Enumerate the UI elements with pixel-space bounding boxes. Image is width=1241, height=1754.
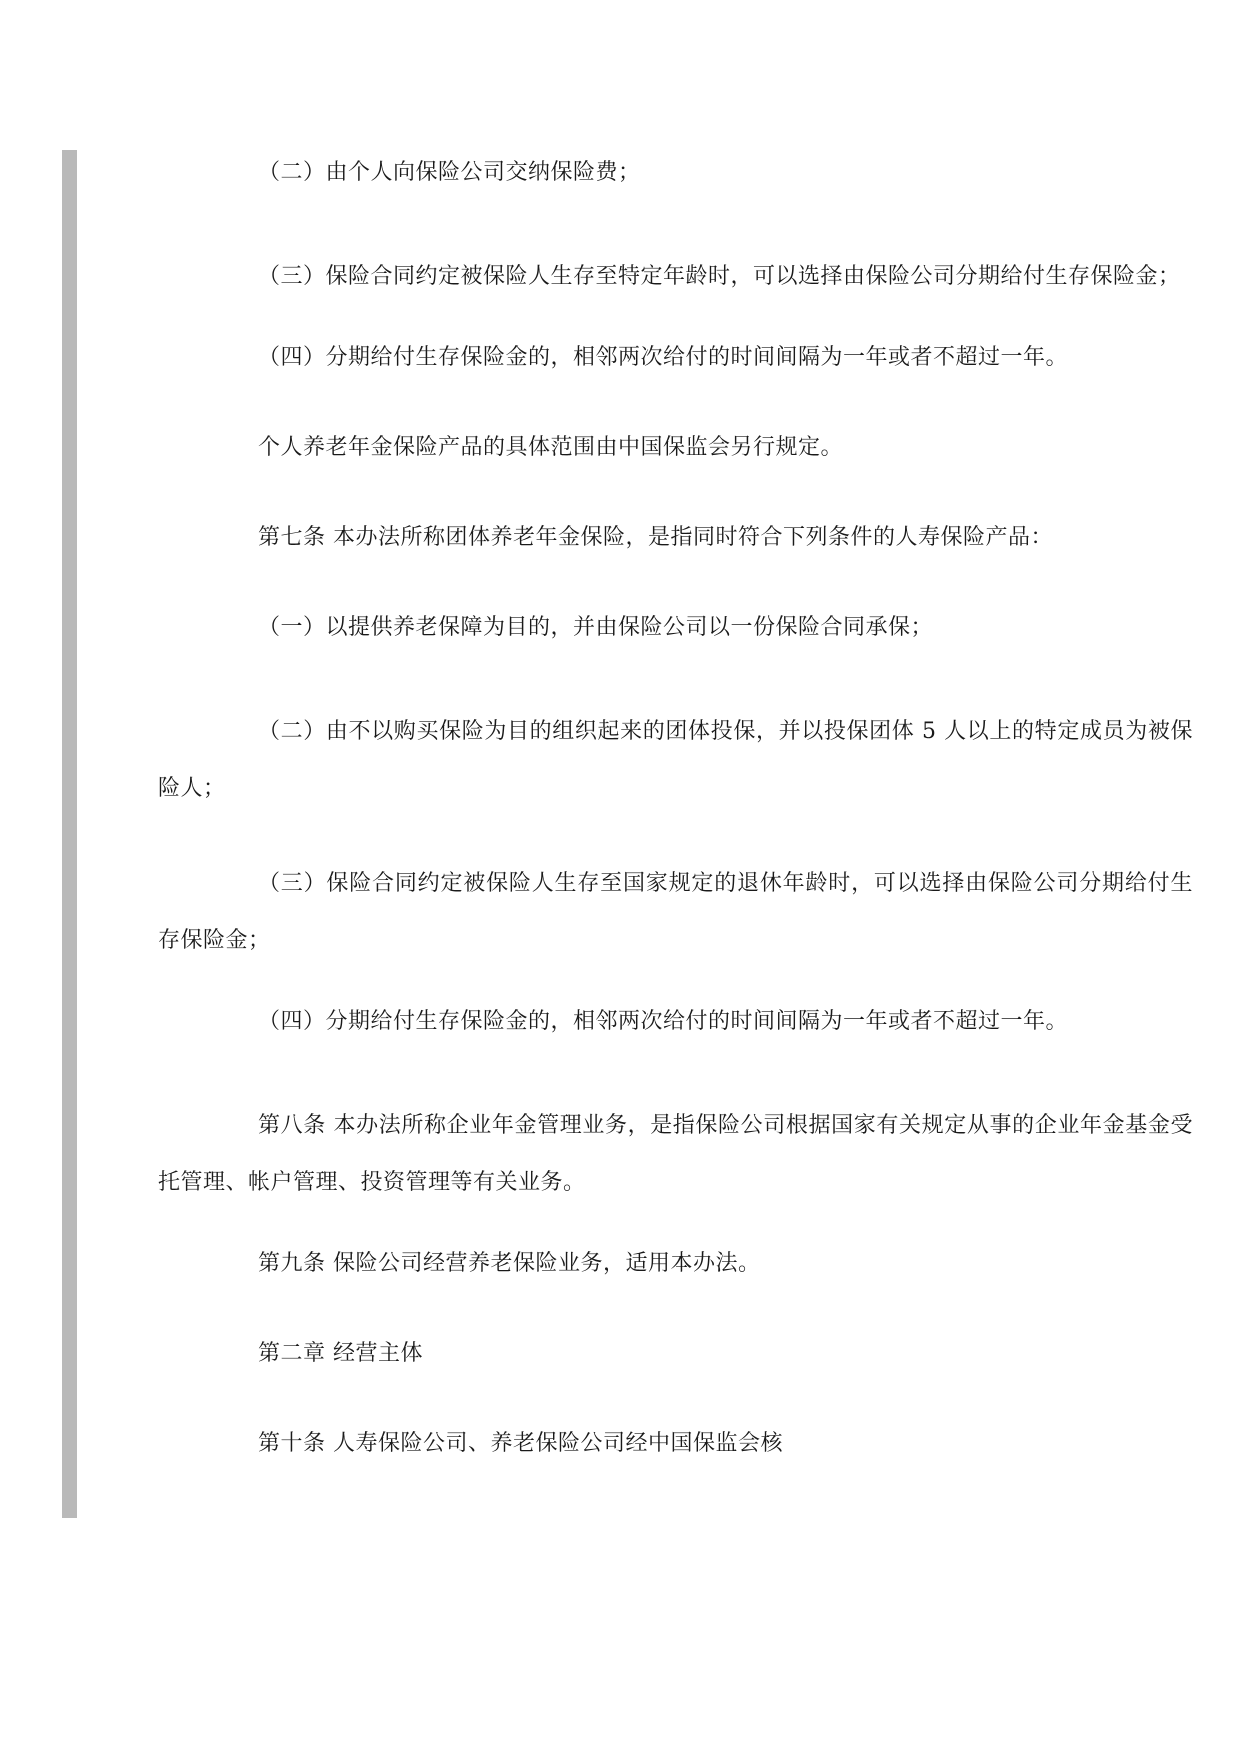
paragraph-item-3b: （三）保险合同约定被保险人生存至国家规定的退休年龄时，可以选择由保险公司分期给付生存保险金；	[158, 871, 1193, 953]
paragraph-item-4b: （四）分期给付生存保险金的，相邻两次给付的时间间隔为一年或者不超过一年。	[258, 1009, 1069, 1034]
chapter-heading: 第二章 经营主体	[258, 1341, 423, 1366]
paragraph-item-1: （一）以提供养老保障为目的，并由保险公司以一份保险合同承保；	[258, 615, 934, 640]
article-10: 第十条 人寿保险公司、养老保险公司经中国保监会核	[258, 1431, 783, 1456]
paragraph-item-2: （二）由个人向保险公司交纳保险费；	[258, 160, 641, 185]
paragraph-item-2b: （二）由不以购买保险为目的组织起来的团体投保，并以投保团体 5 人以上的特定成员为被保险人；	[158, 719, 1193, 801]
document-body	[158, 158, 1193, 1519]
article-7: 第七条 本办法所称团体养老年金保险，是指同时符合下列条件的人寿保险产品：	[258, 525, 1053, 550]
paragraph-item-4: （四）分期给付生存保险金的，相邻两次给付的时间间隔为一年或者不超过一年。	[258, 345, 1069, 370]
article-8: 第八条 本办法所称企业年金管理业务，是指保险公司根据国家有关规定从事的企业年金基金受托管理、帐户管理、投资管理等有关业务。	[158, 1113, 1193, 1195]
paragraph-item-3: （三）保险合同约定被保险人生存至特定年龄时，可以选择由保险公司分期给付生存保险金；	[258, 264, 1181, 289]
article-9: 第九条 保险公司经营养老保险业务，适用本办法。	[258, 1251, 761, 1276]
margin-change-bar	[62, 150, 77, 1518]
paragraph-note: 个人养老年金保险产品的具体范围由中国保监会另行规定。	[258, 435, 844, 460]
